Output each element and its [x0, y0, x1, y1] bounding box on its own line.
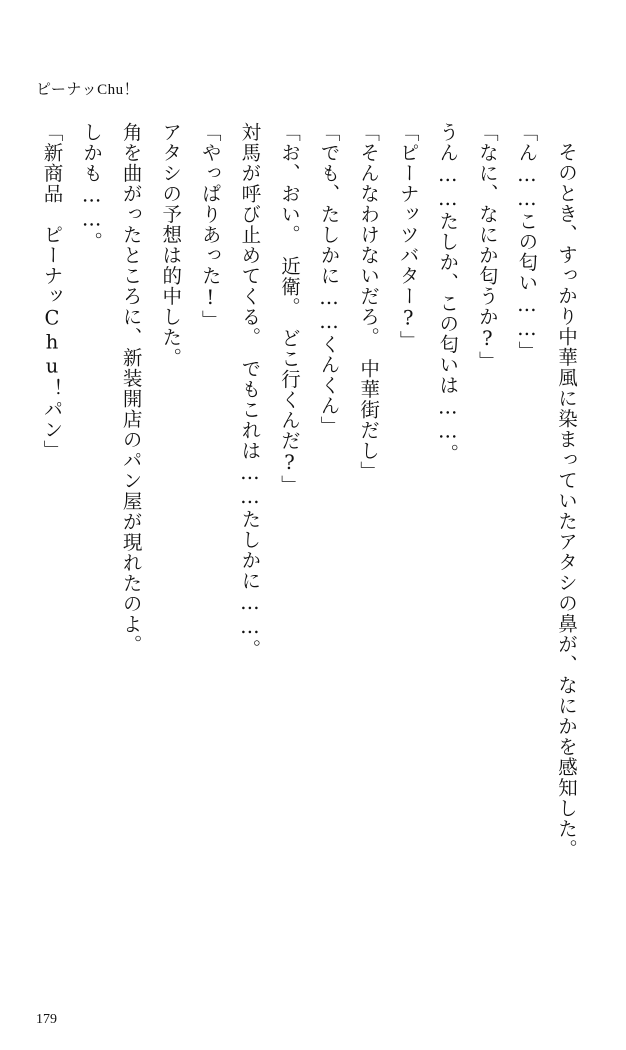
page-number: 179: [36, 1012, 57, 1027]
paragraph: 「でも、たしかに……くんくん」: [317, 122, 341, 437]
paragraph: 「ピーナッツバター?」: [396, 122, 420, 351]
paragraph: 「お、おい。 近衛。 どこ行くんだ?」: [277, 122, 301, 496]
paragraph: うん……たしか、この匂いは……。: [436, 122, 460, 464]
paragraph: しかも……。: [80, 122, 104, 252]
paragraph: 「そんなわけないだろ。 中華街だし」: [357, 122, 381, 482]
body-text-vertical: [40, 122, 586, 902]
paragraph: そのとき、すっかり中華風に染まっていたアタシの鼻が、なにかを感知した。: [555, 142, 578, 860]
paragraph: 対馬が呼び止めてくる。 でもこれは……たしかに……。: [238, 122, 262, 660]
paragraph: 「やっぱりあった!」: [198, 122, 222, 331]
paragraph: 角を曲がったところに、新装開店のパン屋が現れたのよ。: [119, 122, 143, 655]
paragraph: 「新商品 ピーナッChu！パン」: [40, 122, 64, 461]
paragraph: 「ん……この匂い……」: [515, 122, 539, 362]
paragraph: 「なに、なにか匂うか?」: [475, 122, 499, 372]
running-head: ピーナッChu！: [36, 82, 140, 98]
paragraph: アタシの予想は的中した。: [159, 122, 183, 368]
